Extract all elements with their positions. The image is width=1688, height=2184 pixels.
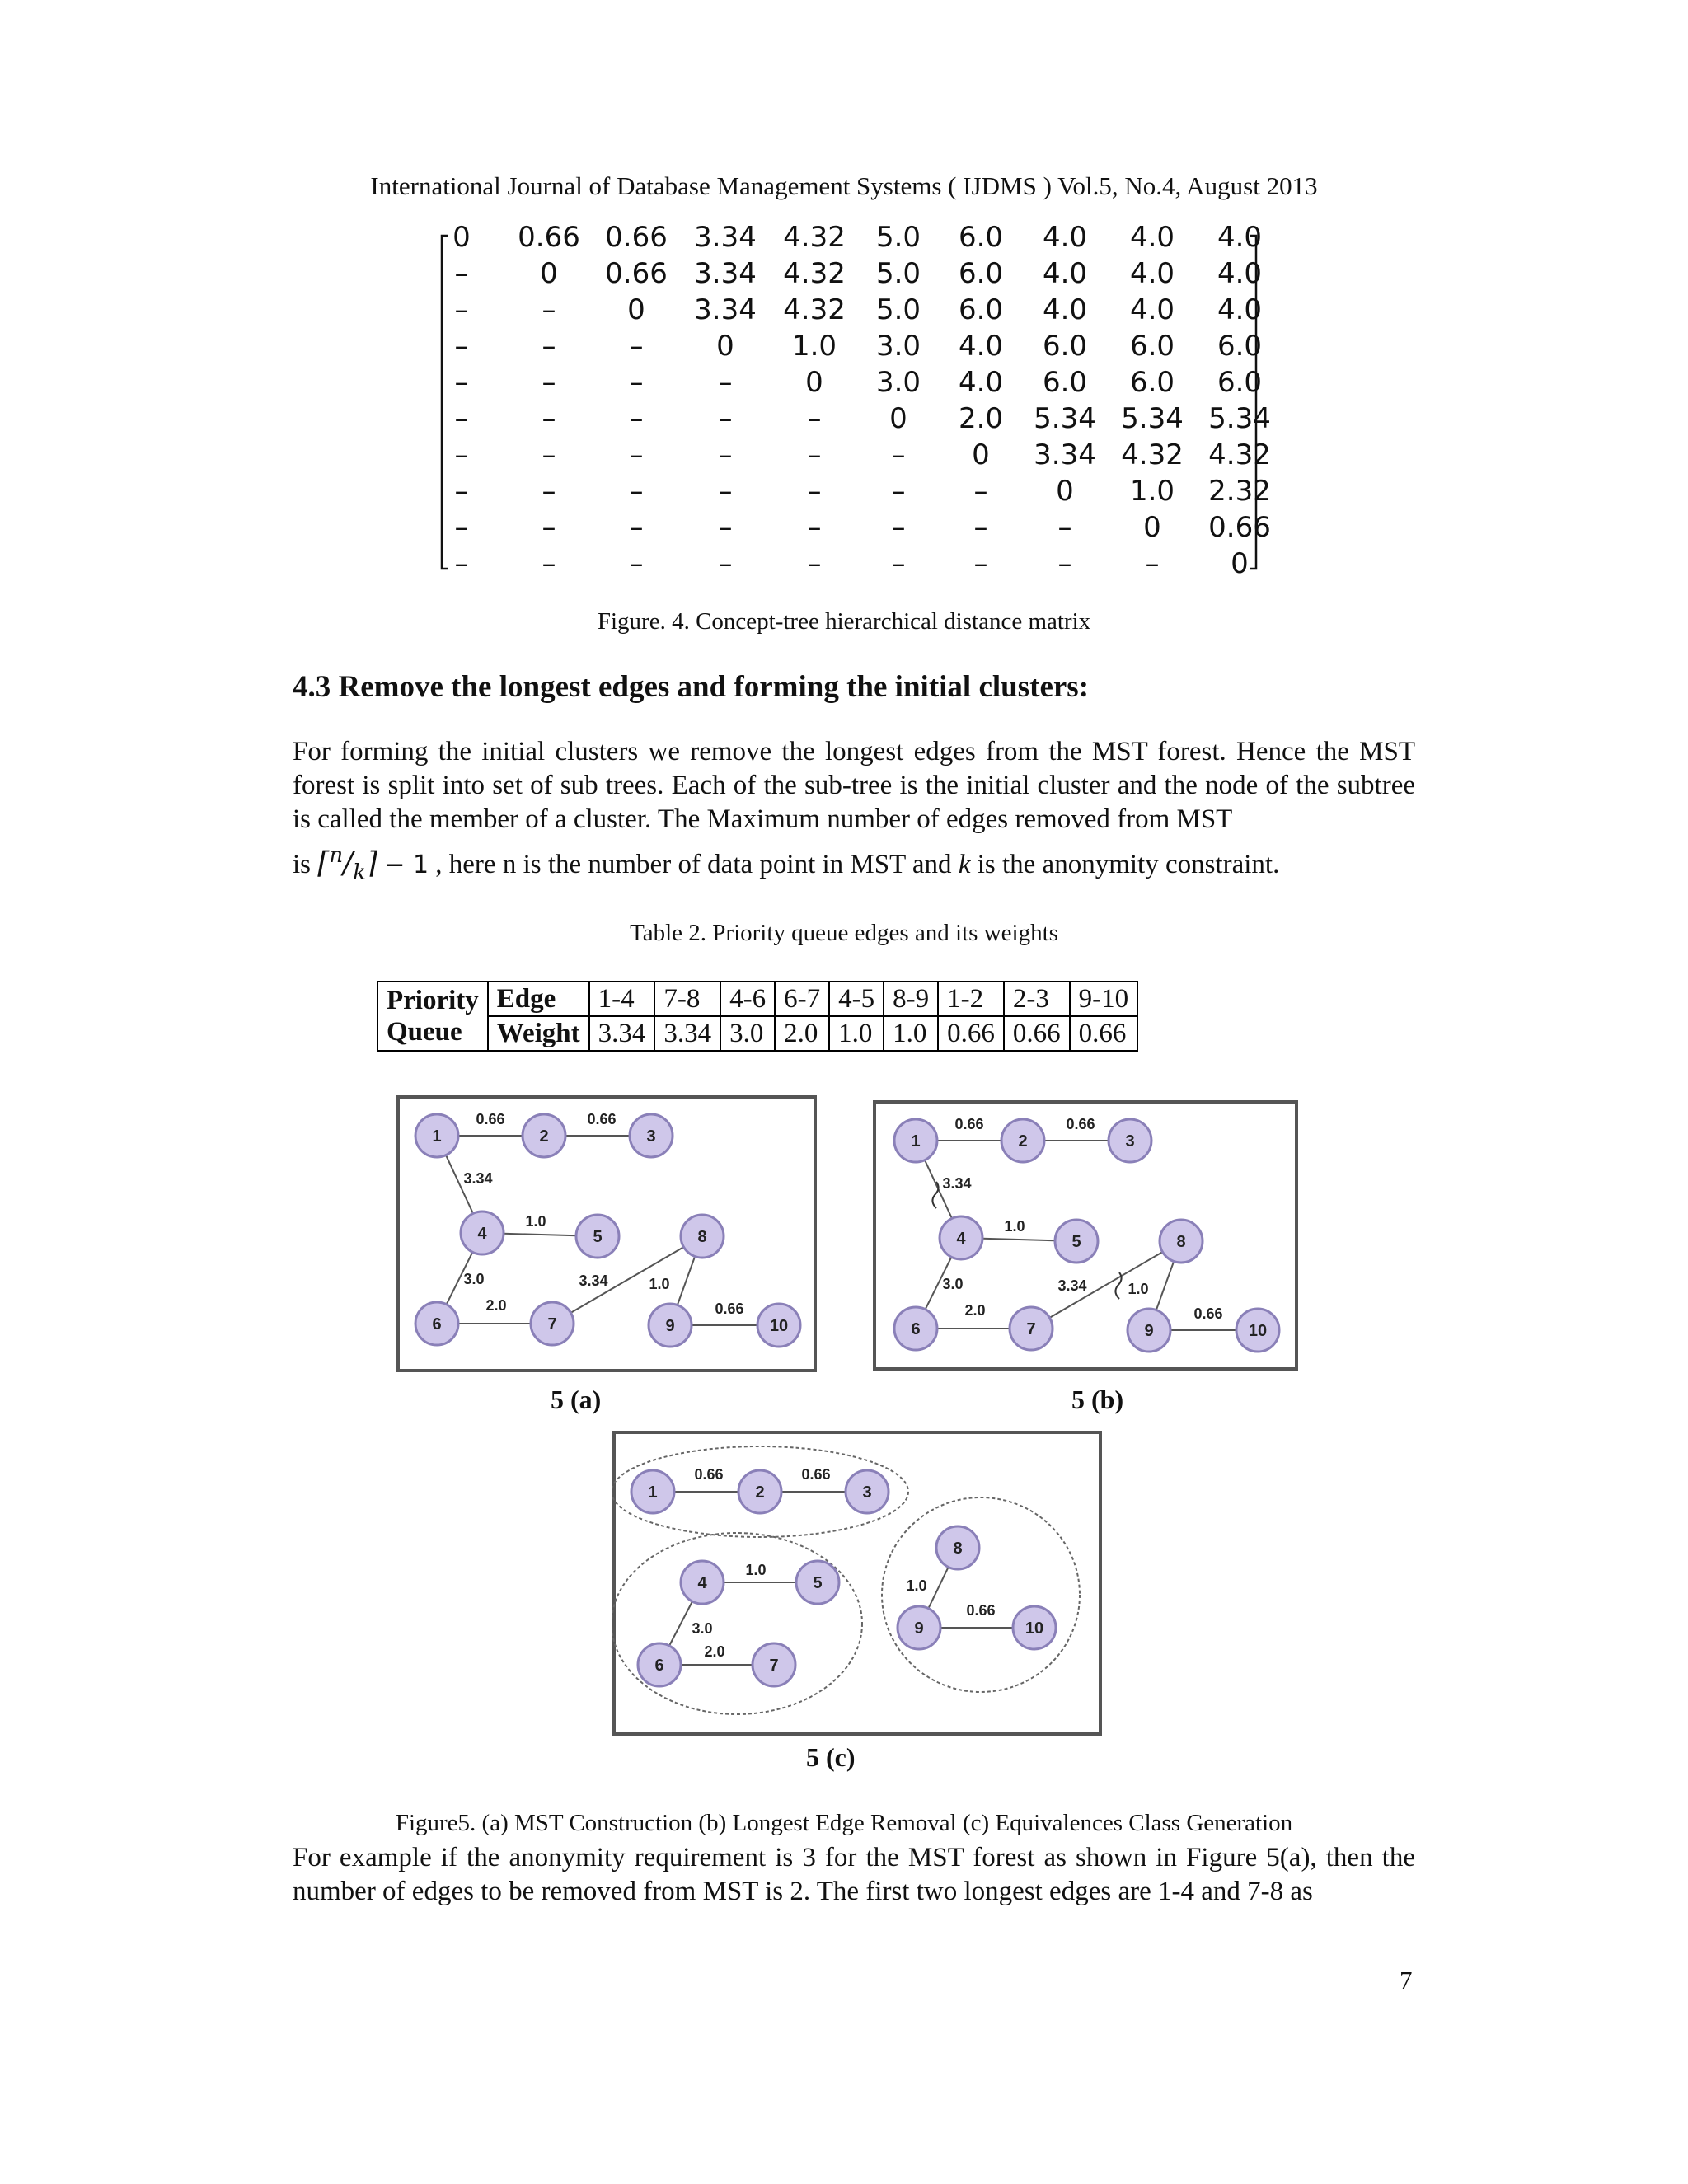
node-label: 2 [755,1483,765,1502]
edge-cell: 9-10 [1070,982,1138,1016]
edge-weight-label: 3.34 [942,1175,972,1192]
matrix-cell: – [454,511,469,544]
matrix-cell: – [1057,511,1072,544]
matrix-cell: 4.32 [783,257,846,290]
edge-weight-label: 0.66 [587,1111,617,1127]
edge-weight-label: 1.0 [525,1213,546,1230]
paragraph-1: For forming the initial clusters we remove the longest edges from the MST forest. Hence the MST forest is split into set of sub trees. Each of the sub-tree is the initial cluster and the node of the subtree is called the member of a cluster. The Maximum number of edges removed from MST [293,737,1415,834]
matrix-cell: 0 [1231,547,1249,580]
weight-cell: 3.34 [589,1016,655,1051]
matrix-cell: – [542,293,556,326]
matrix-cell: 0 [716,330,734,363]
cut-mark [1115,1272,1121,1299]
node-label: 1 [911,1132,921,1151]
matrix-cell: – [629,366,644,399]
matrix-cell: – [454,366,469,399]
edge-weight-label: 3.34 [463,1170,493,1187]
matrix-cell: – [629,511,644,544]
matrix-cell: 3.0 [875,330,921,363]
edge-weight-label: 2.0 [964,1302,986,1319]
page-number: 7 [1400,1966,1413,1994]
matrix-cell: 0 [1143,511,1161,544]
matrix-cell: 4.32 [783,293,846,326]
matrix-cell: 5.0 [875,221,921,254]
node-label: 8 [1176,1233,1186,1251]
figure-5a-label: 5 (a) [551,1385,602,1414]
matrix-cell: 3.34 [694,257,757,290]
matrix-cell: 4.32 [1208,438,1271,471]
distance-matrix [437,221,1271,583]
edge-weight-label: 3.34 [1057,1277,1087,1294]
matrix-cell: 6.0 [1042,330,1088,363]
edge-cell: 4-5 [829,982,884,1016]
edge-weight-label: 3.0 [692,1620,713,1637]
matrix-cell: 4.0 [1129,257,1175,290]
formula-k-var: k [958,850,971,879]
node-label: 4 [697,1574,707,1592]
weight-cell: 0.66 [1004,1016,1070,1051]
edge-cell: 1-2 [938,982,1004,1016]
node-label: 8 [697,1228,707,1246]
matrix-cell: – [454,293,469,326]
matrix-cell: – [629,547,644,580]
matrix-cell: 4.32 [783,221,846,254]
edge-weight-label: 2.0 [704,1643,725,1660]
weight-cell: 0.66 [938,1016,1004,1051]
weight-cell: 1.0 [829,1016,884,1051]
matrix-cell: 1.0 [1129,475,1175,508]
node-label: 10 [1248,1322,1268,1340]
edge-weight-label: 1.0 [906,1577,927,1594]
graph-5b [872,1099,1299,1371]
ceil-formula: $⌈^n/_k⌉$ [317,843,378,886]
figure-4-caption: Figure. 4. Concept-tree hierarchical distance matrix [597,608,1091,635]
matrix-cell: 4.0 [958,330,1004,363]
weight-label: Weight [488,1016,589,1051]
figure-5-caption: Figure5. (a) MST Construction (b) Longest Edge Removal (c) Equivalences Class Generation [395,1810,1293,1836]
graph-5a [396,1094,818,1373]
matrix-cell: 0.66 [1208,511,1271,544]
matrix-cell: 0 [1056,475,1074,508]
matrix-cell: – [718,547,733,580]
matrix-cell: – [629,438,644,471]
edge-weight-label: 3.0 [942,1276,964,1292]
formula-minus-one: − 1 [384,851,429,879]
matrix-cell: – [542,438,556,471]
table-row [377,982,1137,1016]
node-label: 7 [1026,1320,1036,1338]
matrix-cell: 0 [540,257,558,290]
node-label: 2 [539,1127,549,1146]
matrix-cell: – [454,547,469,580]
figure-5c-label: 5 (c) [806,1742,856,1772]
matrix-cell: 3.34 [1034,438,1096,471]
matrix-cell: – [454,402,469,435]
matrix-cell: – [1057,547,1072,580]
edge-weight-label: 0.66 [801,1466,831,1483]
matrix-cell: 2.0 [958,402,1004,435]
row-header [377,982,488,1051]
matrix-cell: 2.32 [1208,475,1271,508]
node-label: 8 [953,1540,963,1558]
weight-cell: 1.0 [884,1016,938,1051]
matrix-cell: – [629,402,644,435]
node-label: 6 [432,1315,442,1333]
table-row [377,1016,1137,1051]
node-label: 5 [813,1574,823,1592]
matrix-cell: – [973,511,988,544]
node-label: 6 [911,1320,921,1338]
matrix-cell: – [542,547,556,580]
matrix-cell: – [718,475,733,508]
matrix-cell: – [454,438,469,471]
matrix-cell: 4.0 [1129,221,1175,254]
matrix-cell: 6.0 [1129,330,1175,363]
matrix-cell: – [454,330,469,363]
edge-weight-label: 3.34 [579,1272,608,1289]
edge-cell: 2-3 [1004,982,1070,1016]
matrix-cell: – [454,475,469,508]
node-label: 2 [1018,1132,1028,1151]
row-label-priority: Priority [387,986,479,1015]
node-label: 3 [1125,1132,1135,1151]
matrix-cell: – [891,475,906,508]
node-label: 10 [769,1317,789,1335]
edge-weight-label: 0.66 [715,1301,744,1317]
node-label: 9 [1144,1322,1154,1340]
edge-weight-label: 1.0 [649,1276,670,1292]
edge-label: Edge [488,982,589,1016]
matrix-cell: 6.0 [958,257,1004,290]
matrix-cell: – [891,438,906,471]
node-label: 5 [1071,1233,1081,1251]
matrix-cell: – [973,475,988,508]
matrix-cell: – [807,511,822,544]
matrix-cell: 0.66 [605,221,668,254]
matrix-cell: 5.34 [1121,402,1184,435]
matrix-cell: 0 [627,293,645,326]
edge-cell: 6-7 [775,982,829,1016]
matrix-cell: 5.0 [875,257,921,290]
section-title: 4.3 Remove the longest edges and forming the initial clusters: [293,670,1090,704]
node-label: 6 [654,1657,664,1675]
matrix-cell: – [807,438,822,471]
matrix-cell: 6.0 [1217,330,1263,363]
matrix-cell: – [718,402,733,435]
matrix-cell: 0 [805,366,823,399]
cluster-ellipse [612,1533,862,1714]
formula-n: n [329,843,344,868]
matrix-cell: – [807,475,822,508]
matrix-cell: – [718,438,733,471]
matrix-cell: – [1145,547,1160,580]
node-label: 5 [593,1228,603,1246]
node-label: 4 [956,1230,966,1248]
matrix-cell: 0.66 [518,221,580,254]
matrix-cell: – [542,475,556,508]
matrix-cell: 0 [889,402,907,435]
matrix-cell: 5.34 [1034,402,1096,435]
matrix-cell: 1.0 [791,330,837,363]
matrix-cell: 5.0 [875,293,921,326]
priority-queue-table [377,981,1138,1052]
node-label: 4 [477,1225,487,1243]
edge-weight-label: 0.66 [954,1116,984,1132]
matrix-cell: – [718,366,733,399]
matrix-cell: 4.0 [1217,293,1263,326]
node-label: 3 [646,1127,656,1146]
matrix-cell: 6.0 [958,221,1004,254]
matrix-cell: – [629,330,644,363]
matrix-cell: – [718,511,733,544]
node-label: 9 [914,1619,924,1638]
matrix-cell: – [542,402,556,435]
matrix-cell: – [891,511,906,544]
matrix-cell: – [542,366,556,399]
weight-cell: 0.66 [1070,1016,1138,1051]
node-label: 7 [547,1315,557,1333]
matrix-cell: 3.0 [875,366,921,399]
node-label: 3 [862,1483,872,1502]
matrix-cell: 0.66 [605,257,668,290]
edge-weight-label: 3.0 [463,1271,485,1287]
graph-5c [612,1430,1103,1736]
edge-cell: 8-9 [884,982,938,1016]
weight-cell: 3.34 [654,1016,720,1051]
edge-weight-label: 0.66 [476,1111,505,1127]
edge-weight-label: 0.66 [694,1466,724,1483]
matrix-cell: 0 [972,438,990,471]
cut-mark [932,1182,938,1208]
journal-header: International Journal of Database Management Systems ( IJDMS ) Vol.5, No.4, August 2013 [370,171,1318,200]
edge-weight-label: 1.0 [745,1562,767,1578]
matrix-cell: – [807,402,822,435]
figure-5b-label: 5 (b) [1071,1385,1124,1414]
matrix-cell: 3.34 [694,221,757,254]
matrix-cell: – [454,257,469,290]
matrix-cell: – [542,330,556,363]
edge-cell: 7-8 [654,982,720,1016]
edge-cell: 1-4 [589,982,655,1016]
edge-weight-label: 1.0 [1128,1281,1149,1297]
formula-k: k [353,860,366,886]
formula-suffix-a: , here n is the number of data point in MST and [435,850,952,879]
matrix-cell: 6.0 [1129,366,1175,399]
matrix-cell: 6.0 [1042,366,1088,399]
formula-line [293,839,1415,890]
matrix-cell: 4.0 [1129,293,1175,326]
formula-prefix: is [293,850,312,879]
matrix-cell: 4.0 [1217,257,1263,290]
matrix-cell: 4.0 [1042,293,1088,326]
node-label: 10 [1025,1619,1044,1638]
matrix-cell: 3.34 [694,293,757,326]
weight-cell: 2.0 [775,1016,829,1051]
matrix-cell: 4.0 [1217,221,1263,254]
matrix-cell: 4.0 [958,366,1004,399]
matrix-cell: 4.32 [1121,438,1184,471]
edge-weight-label: 1.0 [1004,1218,1025,1235]
cluster-ellipse [882,1497,1080,1692]
matrix-cell: – [973,547,988,580]
edge-weight-label: 0.66 [966,1602,996,1619]
paragraph-2: For example if the anonymity requirement is 3 for the MST forest as shown in Figure 5(a), then the number of edges to be removed from MST is 2. The first two longest edges are 1-4 and 7-8 as [293,1843,1415,1906]
matrix-cell: 6.0 [958,293,1004,326]
matrix-cell: 0 [452,221,471,254]
matrix-cell: – [891,547,906,580]
table-2-caption: Table 2. Priority queue edges and its weights [630,920,1058,946]
matrix-cell: 4.0 [1042,257,1088,290]
edge-cell: 4-6 [720,982,775,1016]
matrix-cell: – [629,475,644,508]
edge-weight-label: 0.66 [1193,1305,1223,1322]
node-label: 9 [665,1317,675,1335]
node-label: 1 [432,1127,442,1146]
edge-weight-label: 2.0 [485,1297,507,1314]
matrix-cell: 4.0 [1042,221,1088,254]
matrix-cell: 5.34 [1208,402,1271,435]
matrix-cell: – [807,547,822,580]
edge-weight-label: 0.66 [1066,1116,1095,1132]
matrix-cell: 6.0 [1217,366,1263,399]
node-label: 7 [769,1657,779,1675]
row-label-queue: Queue [387,1017,462,1047]
matrix-cell: – [542,511,556,544]
node-label: 1 [648,1483,658,1502]
weight-cell: 3.0 [720,1016,775,1051]
formula-suffix-b: is the anonymity constraint. [977,850,1280,879]
